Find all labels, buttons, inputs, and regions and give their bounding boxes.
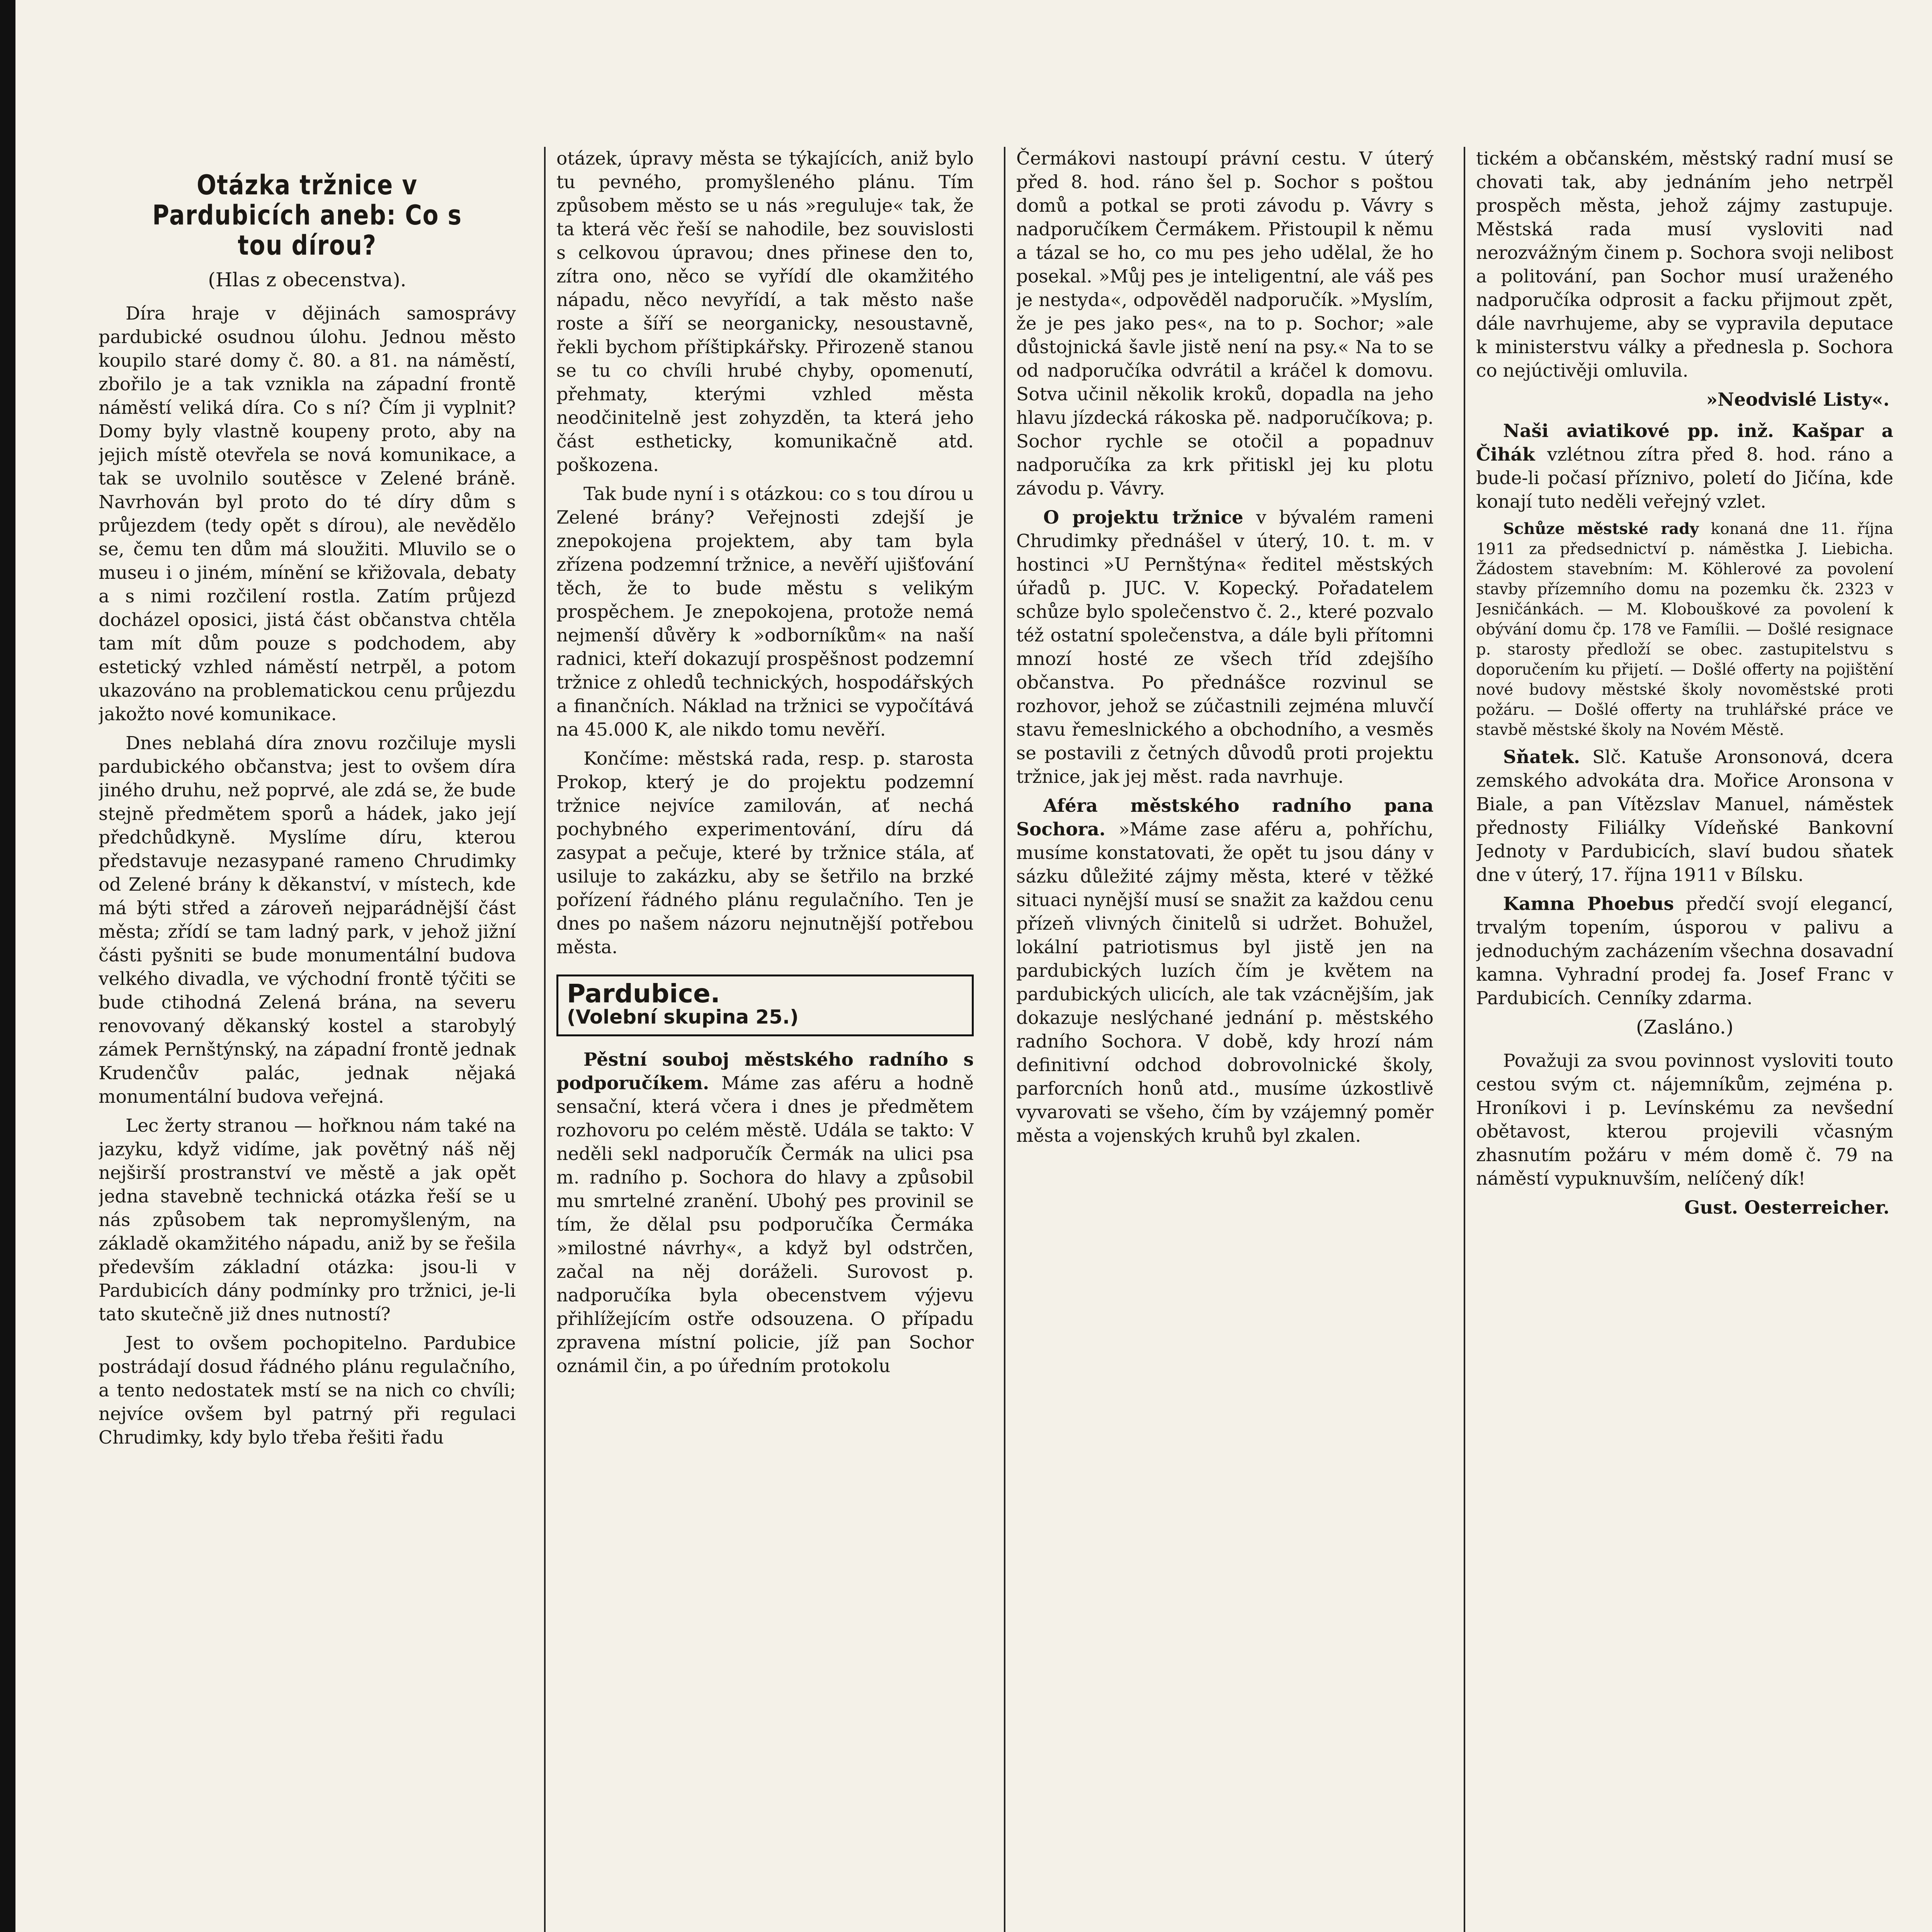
column-3 [1016, 147, 1434, 1932]
paragraph-title: Schůze městské rady [1503, 520, 1699, 538]
paragraph: Díra hraje v dějinách samosprávy pardubické osudnou úlohu. Jednou město koupilo staré domy č. 80. a 81. na náměstí, zbořilo je a tak vznikla na západní frontě náměstí veliká díra. Co s ní? Čím ji vyplnit? Domy byly vlastně koupeny proto, aby na jejich místě otevřela se nová komunikace, a tak se uvolnilo soutěsce v Zelené bráně. Navrhován byl proto do té díry dům s průjezdem (tedy opět s dírou), ale nevědělo se, čemu ten dům má sloužiti. Mluvilo se o museu i o jiném, mínění se křižovala, debaty a s nimi rozčilení rostla. Zatím průjezd docházel oposici, jistá část občanstva chtěla tam mít dům pouze s podchodem, aby estetický vzhled náměstí netrpěl, a potom ukazováno na problematickou cenu průjezdu jakožto nové komunikace. [99, 303, 516, 725]
article-title-trznice: Otázka tržnice v Pardubicích aneb: Co s tou dírou? [152, 169, 462, 261]
paragraph-body: Máme zas aféru a hodně sensační, která včera i dnes je předmětem rozhovoru po celém městě. Udála se takto: V neděli sekl nadporučík Čermák na ulici psa m. radního p. Sochora do hlavy a způsobil mu smrtelné zranění. Ubohý pes provinil se tím, že dělal psu podporučíka Čermáka »milostné návrhy«, a když byl odstrčen, začal na něj doráželi. Surovost p. nadporučíka byla obecenstvem výjevu přihlížejícím ostře odsouzena. O případu zpravena místní policie, jíž pan Sochor oznámil čin, a po úředním protokolu [556, 1073, 974, 1377]
column-rule [1464, 147, 1465, 1932]
column-rule [1004, 147, 1005, 1932]
paragraph [556, 1048, 974, 1378]
paragraph: Končíme: městská rada, resp. p. starosta Prokop, který je do projektu podzemní tržnice nejvíce zamilován, ať nechá pochybného experimentování, díru dá zasypat a pečuje, které by tržnice stála, ať usiluje to zakázku, aby se šetřilo na brzké pořízení řádného plánu regulačního. Ten je dnes po našem názoru nejnutnější potřebou města. [556, 748, 974, 958]
paragraph-title: O projektu tržnice [1043, 507, 1243, 528]
paragraph: tickém a občanském, městský radní musí se chovati tak, aby jednáním jeho netrpěl prospěch města, jehož zájmy zastupuje. Městská rada musí vysloviti nad nerozvážným činem p. Sochora svoji nelibost a politování, pan Sochor musí uraženého nadporučíka odprosit a facku přijmout zpět, dále navrhujeme, aby se vypravila deputace k ministerstvu války a přednesla p. Sochora co nejúctivěji omluvila. [1476, 148, 1893, 381]
column-1 [99, 147, 516, 1932]
column-4 [1476, 147, 1893, 1932]
zaslano-heading: (Zasláno.) [1636, 1016, 1734, 1038]
source-signature: »Neodvislé Listy«. [1706, 389, 1889, 410]
paragraph-title: Naši aviatikové pp. inž. Kašpar a Čihák [1476, 420, 1893, 465]
paragraph-title: Kamna Phoebus [1503, 893, 1674, 915]
paragraph: Čermákovi nastoupí právní cestu. V úterý před 8. hod. ráno šel p. Sochor s poštou domů a potkal se proti závodu p. Vávry s nadporučíkem Čermákem. Přistoupil k němu a tázal se ho, co mu pes jeho udělal, že ho posekal. »Můj pes je inteligentní, ale váš pes je nestyda«, odpověděl nadporučík. »Myslím, že je pes jako pes«, na to p. Sochor; »ale důstojnická šavle jistě není na psy.« Na to se od nadporučíka odvrátil a kráčel k domovu. Sotva učinil několik kroků, dopadla na jeho hlavu jízdecká rákoska pě. nadporučíkova; p. Sochor rychle se otočil a popadnuv nadporučíka za krk přitiskl jej ku plotu závodu p. Vávry. [1016, 148, 1434, 499]
paragraph [1016, 794, 1434, 1148]
paragraph [1476, 892, 1893, 1010]
paragraph-body: »Máme zase aféru a, pohříchu, musíme konstatovati, že opět tu jsou dány v sázku důležité zájmy města, které v těžké situaci nynější musí se snažit za každou cenu přízeň vlivných činitelů si udržet. Bohužel, lokální patriotismus byl jistě jen na pardubických luzích čím je květem na pardubických ulicích, ale tak vzácnějším, jak dokazuje neslýchané jednání p. městského radního Sochora. V době, kdy hrozí nám definitivní odchod dobrovolnické školy, parforcních honů atd., musíme úzkostlivě vyvarovati se všeho, čím by vzájemný poměr města a vojenských kruhů byl zkalen. [1016, 819, 1434, 1146]
article-subtitle: (Hlas z obecenstva). [208, 269, 406, 291]
column-2 [556, 147, 974, 1932]
page-edge-left [0, 0, 15, 1932]
paragraph: Jest to ovšem pochopitelno. Pardubice postrádají dosud řádného plánu regulačního, a tento nedostatek mstí se na nich co chvíli; nejvíce ovšem byl patrný při regulaci Chrudimky, kdy bylo třeba řešiti řadu [99, 1333, 516, 1448]
paragraph-body: konaná dne 11. října 1911 za předsednictví p. náměstka J. Liebicha. Žádostem stavebním: M. Köhlerové za povolení stavby přízemního domu na pozemku čk. 2323 v Jesničánkách. — M. Klobouškové za povolení k obývání domu čp. 178 ve Famílii. — Došlé resignace p. starosty předloží se obec. zastupitelstvu s doporučením ku přijetí. — Došlé offerty na pojištění nové budovy městské školy novoměstské proti požáru. — Došlé offerty na truhlářské práce ve stavbě městské školy na Novém Městě. [1476, 520, 1893, 739]
section-header-pardubice [556, 975, 974, 1036]
paragraph-title: Pěstní souboj městského radního s podporučíkem. [556, 1049, 974, 1094]
paragraph [1476, 419, 1893, 514]
column-rule [544, 147, 546, 1932]
paragraph: otázek, úpravy města se týkajících, aniž bylo tu pevného, promyšleného plánu. Tím způsobem město se u nás »reguluje« tak, že ta která věc řeší se nahodile, bez souvislosti s celkovou úpravou; dnes přinese den to, zítra ono, něco se vyřídí dle okamžitého nápadu, něco nevyřídí, a tak město naše roste a šíří se neorganicky, nesoustavně, řekli bychom příštipkářsky. Přirozeně stanou se tu co chvíli hrubé chyby, opomenutí, přehmaty, kterými vzhled města neodčinitelně jest zohyzděn, ta která jeho část estheticky, komunikačně atd. poškozena. [556, 148, 974, 476]
paragraph: Považuji za svou povinnost vysloviti touto cestou svým ct. nájemníkům, zejména p. Hroníkovi i p. Levínskému za nevšední obětavost, kterou projevili včasným zhasnutím požáru v mém domě č. 79 na náměstí vypuknuvším, nelíčený dík! [1476, 1050, 1893, 1189]
paragraph: Tak bude nyní i s otázkou: co s tou dírou u Zelené brány? Veřejnosti zdejší je znepokojena projektem, aby tam byla zřízena podzemní tržnice, a nevěří ujišťování těch, že to bude městu s velikým prospěchem. Je znepokojena, protože nemá nejmenší důvěry k »odborníkům« na naší radnici, kteří dokazují prospěšnost podzemní tržnice z ohledů technických, hospodářských a finančních. Náklad na tržnici se vypočítává na 45.000 K, ale nikdo tomu nevěří. [556, 483, 974, 740]
section-subtitle: (Volební skupina 25.) [567, 1006, 799, 1028]
paragraph [1476, 519, 1893, 740]
paragraph [1476, 745, 1893, 887]
paragraph [1016, 506, 1434, 789]
paragraph-body: Slč. Katuše Aronsonová, dcera zemského advokáta dra. Mořice Aronsona v Biale, a pan Vítězslav Manuel, náměstek přednosty Filiálky Vídeňské Bankovní Jednoty v Pardubicích, slaví budou sňatek dne v úterý, 17. října 1911 v Bílsku. [1476, 747, 1893, 886]
letter-signature: Gust. Oesterreicher. [1684, 1197, 1889, 1218]
paragraph-title: Sňatek. [1503, 747, 1580, 768]
paragraph: Lec žerty stranou — hořknou nám také na jazyku, když vidíme, jak povětný náš něj nejširší prostranství ve městě a jak opět jedna stavebně technická otázka řeší se u nás způsobem tak nepromyšleným, na základě okamžitého nápadu, aniž by se řešila především základní otázka: jsou-li v Pardubicích dány podmínky pro tržnici, je-li tato skutečně již dnes nutností? [99, 1115, 516, 1325]
paragraph-body: v bývalém rameni Chrudimky přednášel v úterý, 10. t. m. v hostinci »U Pernštýna« ředitel městských úřadů p. JUC. V. Kopecký. Pořadatelem schůze bylo společenstvo č. 2., které pozvalo též ostatní společenstva, a dále byli přítomni mnozí hosté ze všech tříd zdejšího občanstva. Po přednášce rozvinul se rozhovor, jehož se zúčastnili zejména mluvčí stavu řemeslnického a obchodního, a vesměs se postavili z četných důvodů proti projektu tržnice, jak jej měst. rada navrhuje. [1016, 507, 1434, 787]
paragraph-body: vzlétnou zítra před 8. hod. ráno a bude-li počasí příznivo, poletí do Jičína, kde konají tuto neděli veřejný vzlet. [1476, 444, 1893, 512]
paragraph-title: Aféra městského radního pana Sochora. [1016, 795, 1434, 840]
section-title: Pardubice. [567, 979, 720, 1009]
paragraph-body: předčí svojí elegancí, trvalým topením, úsporou v palivu a jednoduchým zacházením všechna dosavadní kamna. Vyhradní prodej fa. Josef Franc v Pardubicích. Cenníky zdarma. [1476, 893, 1893, 1009]
paragraph: Dnes neblahá díra znovu rozčiluje mysli pardubického občanstva; jest to ovšem díra jiného druhu, než poprvé, ale zdá se, že bude stejně předmětem sporů a hádek, jako její předchůdkyně. Myslíme díru, kterou představuje nezasypané rameno Chrudimky od Zelené brány k děkanství, v místech, kde má býti střed a zároveň nejparádnější část města; zřídí se tam ladný park, v jehož jižní části pyšniti se bude monumentální budova velkého divadla, ve východní frontě týčiti se bude ctihodná Zelená brána, na severu renovovaný děkanský kostel a starobylý zámek Pernštýnský, na západní frontě jednak Krudenčův palác, jednak nějaká monumentální budova veřejná. [99, 733, 516, 1107]
